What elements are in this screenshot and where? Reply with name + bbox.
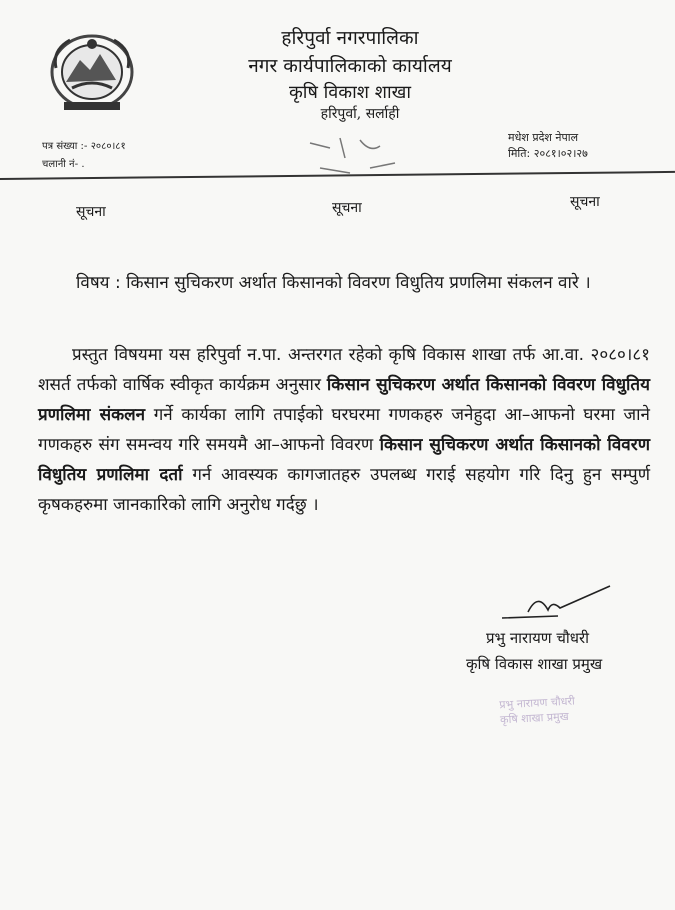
dispatch-number: चलानी नं- . — [42, 159, 85, 170]
official-stamp — [499, 691, 631, 742]
body-text-2: गर्ने कार्यका लागि तपाईको घरघरमा गणकहरु जनेहुदा आ–आफनो घरमा जाने गणकहरु संग समन्वय गरि समयमै आ–आफनो विवरण — [38, 405, 650, 455]
signature-icon — [498, 582, 618, 622]
notice-heading-left: सूचना — [76, 204, 106, 220]
province: मधेश प्रदेश नेपाल — [508, 131, 579, 144]
subject-line: विषय : किसान सुचिकरण अर्थात किसानको विवरण विधुतिय प्रणलिमा संकलन वारे । — [76, 273, 591, 293]
body-bold-1: किसान सुचिकरण अर्थात किसानको विवरण विधुतिय प्रणलिमा संकलन — [38, 375, 650, 425]
signatory-title: कृषि विकास शाखा प्रमुख — [466, 655, 603, 673]
body-text-1: प्रस्तुत विषयमा यस हरिपुर्वा न.पा. अन्तरगत रहेको कृषि विकास शाखा तर्फ आ.वा. २०८०।८१ शसर्त तर्फको वार्षिक स्वीकृत कार्यक्रम अनुसार — [38, 345, 650, 395]
letter-number: पत्र संख्या :- २०८०।८१ — [42, 141, 126, 152]
notice-heading-center: सूचना — [332, 200, 362, 216]
stamp-line-1: प्रभु नारायण चौधरी — [498, 694, 576, 712]
notice-heading-right: सूचना — [570, 194, 600, 210]
office-name: नगर कार्यपालिकाको कार्यालय — [248, 55, 452, 77]
date: मिति: २०८१।०२।२७ — [508, 147, 588, 160]
nepal-emblem-icon — [44, 30, 140, 114]
branch-name: कृषि विकाश शाखा — [288, 82, 412, 103]
notice-body — [38, 340, 650, 520]
stamp-line-2: कृषि शाखा प्रमुख — [499, 709, 570, 727]
municipality-name: हरिपुर्वा नगरपालिका — [281, 27, 419, 49]
dispatch-stamp-icon — [300, 128, 410, 188]
body-text-3: गर्न आवस्यक कागजातहरु उपलब्ध गराई सहयोग गरि दिनु हुन सम्पुर्ण कृषकहरुमा जानकारिको लागि अनुरोध गर्दछु । — [38, 465, 650, 515]
office-address: हरिपुर्वा, सर्लाही — [320, 106, 400, 122]
body-bold-2: किसान सुचिकरण अर्थात किसानको विवरण विधुतिय प्रणलिमा दर्ता — [38, 435, 650, 485]
signatory-name: प्रभु नारायण चौधरी — [486, 629, 590, 647]
